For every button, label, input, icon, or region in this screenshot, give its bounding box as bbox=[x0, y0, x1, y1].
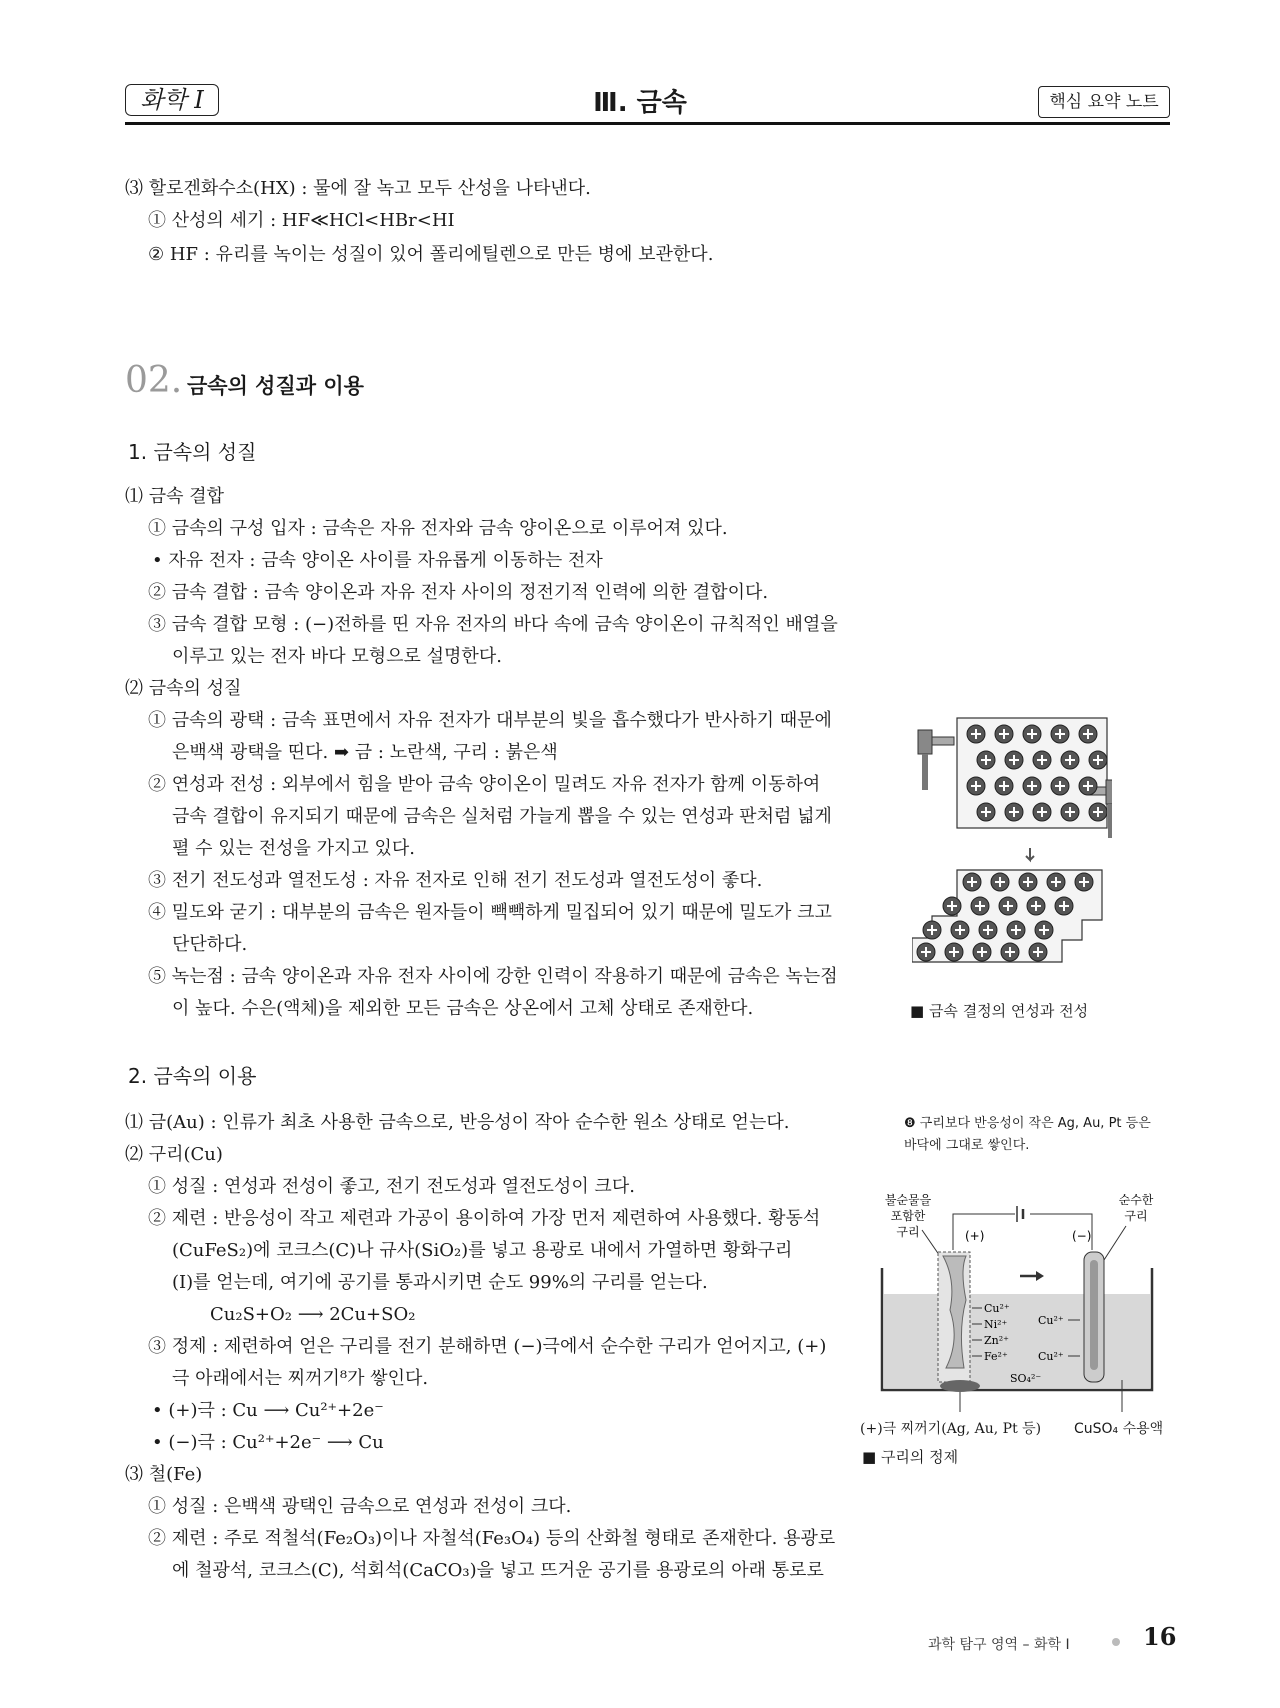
s2-line: 에 철광석, 코크스(C), 석회석(CaCO₃)을 넣고 뜨거운 공기를 용광로의 아래 통로로 bbox=[172, 1560, 824, 1581]
plus-label: (+) bbox=[965, 1229, 985, 1243]
s2-line: 극 아래에서는 찌꺼기⁸가 쌓인다. bbox=[172, 1368, 429, 1389]
s2-line: ⑵ 구리(Cu) bbox=[125, 1144, 223, 1165]
crystal-caption: ■ 금속 결정의 연성과 전성 bbox=[910, 1002, 1089, 1020]
s1-line: 이루고 있는 전자 바다 모형으로 설명한다. bbox=[172, 646, 502, 667]
s2-line: ② 제련 : 반응성이 작고 제련과 가공이 용이하여 가장 먼저 제련하여 사용했다. 황동석 bbox=[148, 1208, 821, 1229]
s2-line: • (−)극 : Cu²⁺+2e⁻ ⟶ Cu bbox=[152, 1432, 384, 1453]
sludge-label: (+)극 찌꺼기(Ag, Au, Pt 등) bbox=[860, 1421, 1042, 1437]
s2-line: (CuFeS₂)에 코크스(C)나 규사(SiO₂)를 넣고 용광로 내에서 가열하면 황화구리 bbox=[172, 1240, 793, 1261]
sulfate-label: SO₄²⁻ bbox=[1010, 1372, 1042, 1385]
s2-line: ⑴ 금(Au) : 인류가 최초 사용한 금속으로, 반응성이 작아 순수한 원소 상태로 얻는다. bbox=[125, 1112, 790, 1133]
hammer-icon bbox=[918, 730, 954, 790]
summary-badge: 핵심 요약 노트 bbox=[1038, 86, 1170, 118]
refining-caption: ■ 구리의 정제 bbox=[862, 1448, 959, 1466]
section-number: 02. bbox=[125, 360, 183, 401]
page-number: 16 bbox=[1143, 1622, 1177, 1651]
s1-line: ② 연성과 전성 : 외부에서 힘을 받아 금속 양이온이 밀려도 자유 전자가 함께 이동하여 bbox=[148, 774, 821, 795]
impure-label: 포함한 bbox=[890, 1209, 926, 1223]
s1-line: ⑴ 금속 결합 bbox=[125, 486, 224, 507]
ion-label: Fe²⁺ bbox=[984, 1350, 1008, 1363]
s2-line: ② 제련 : 주로 적철석(Fe₂O₃)이나 자철석(Fe₃O₄) 등의 산화철 형태로 존재한다. 용광로 bbox=[148, 1528, 836, 1549]
impure-label: 구리 bbox=[896, 1225, 920, 1239]
s1-line: 단단하다. bbox=[172, 934, 248, 955]
sludge-note-1: ❽ 구리보다 반응성이 작은 Ag, Au, Pt 등은 bbox=[904, 1116, 1151, 1131]
s1-line: ① 금속의 광택 : 금속 표면에서 자유 전자가 대부분의 빛을 흡수했다가 반사하기 때문에 bbox=[148, 710, 832, 731]
solution-label: CuSO₄ 수용액 bbox=[1074, 1421, 1164, 1437]
s1-line: 이 높다. 수은(액체)을 제외한 모든 금속은 상온에서 고체 상태로 존재한다. bbox=[172, 998, 754, 1019]
s1-line: 펼 수 있는 전성을 가지고 있다. bbox=[172, 838, 415, 859]
section-title: 금속의 성질과 이용 bbox=[187, 374, 364, 398]
s2-equation: Cu₂S+O₂ ⟶ 2Cu+SO₂ bbox=[210, 1304, 416, 1325]
metal-crystal-figure bbox=[912, 710, 1112, 980]
s1-line: • 자유 전자 : 금속 양이온 사이를 자유롭게 이동하는 전자 bbox=[152, 550, 603, 571]
copper-refining-figure bbox=[860, 1190, 1170, 1430]
impure-label: 불순물을 bbox=[884, 1193, 932, 1207]
s2-line: ① 성질 : 은백색 광택인 금속으로 연성과 전성이 크다. bbox=[148, 1496, 572, 1517]
s1-line: ⑵ 금속의 성질 bbox=[125, 678, 242, 699]
s2-line: (Ⅰ)를 얻는데, 여기에 공기를 통과시키면 순도 99%의 구리를 얻는다. bbox=[172, 1272, 708, 1293]
header-rule bbox=[125, 122, 1170, 125]
s2-line: ⑶ 철(Fe) bbox=[125, 1464, 203, 1485]
s2-line: • (+)극 : Cu ⟶ Cu²⁺+2e⁻ bbox=[152, 1400, 384, 1421]
hx-line-2: ① 산성의 세기 : HF≪HCl<HBr<HI bbox=[148, 210, 455, 231]
s2-line: ③ 정제 : 제련하여 얻은 구리를 전기 분해하면 (−)극에서 순수한 구리가 얻어지고, (+) bbox=[148, 1336, 827, 1357]
ion-label: Ni²⁺ bbox=[984, 1318, 1008, 1331]
hx-line-1: ⑶ 할로겐화수소(HX) : 물에 잘 녹고 모두 산성을 나타낸다. bbox=[125, 178, 591, 199]
ion-label: Zn²⁺ bbox=[984, 1334, 1009, 1347]
hx-line-3: ② HF : 유리를 녹이는 성질이 있어 폴리에틸렌으로 만든 병에 보관한다. bbox=[148, 244, 714, 265]
pure-label: 순수한 bbox=[1118, 1193, 1154, 1207]
footer-dot bbox=[1112, 1638, 1120, 1646]
footer-text: 과학 탐구 영역 – 화학 Ⅰ bbox=[928, 1637, 1070, 1653]
ion-label: Cu²⁺ bbox=[1038, 1350, 1064, 1363]
s1-line: ③ 금속 결합 모형 : (−)전하를 띤 자유 전자의 바다 속에 금속 양이온이 규칙적인 배열을 bbox=[148, 614, 838, 635]
minus-label: (−) bbox=[1072, 1229, 1092, 1243]
subsection-2-title: 2. 금속의 이용 bbox=[128, 1064, 257, 1088]
ion-label: Cu²⁺ bbox=[984, 1302, 1010, 1315]
s1-line: ① 금속의 구성 입자 : 금속은 자유 전자와 금속 양이온으로 이루어져 있다. bbox=[148, 518, 728, 539]
s2-line: ① 성질 : 연성과 전성이 좋고, 전기 전도성과 열전도성이 크다. bbox=[148, 1176, 635, 1197]
chapter-title: Ⅲ. 금속 bbox=[593, 88, 687, 118]
subject-tag: 화학 Ⅰ bbox=[125, 84, 219, 116]
sludge-note-2: 바닥에 그대로 쌓인다. bbox=[904, 1138, 1030, 1153]
s1-line: 금속 결합이 유지되기 때문에 금속은 실처럼 가늘게 뽑을 수 있는 연성과 판처럼 넓게 bbox=[172, 806, 832, 827]
s1-line: ④ 밀도와 굳기 : 대부분의 금속은 원자들이 빽빽하게 밀집되어 있기 때문에 밀도가 크고 bbox=[148, 902, 832, 923]
ion-label: Cu²⁺ bbox=[1038, 1314, 1064, 1327]
pure-label: 구리 bbox=[1124, 1209, 1148, 1223]
s1-line: ③ 전기 전도성과 열전도성 : 자유 전자로 인해 전기 전도성과 열전도성이 좋다. bbox=[148, 870, 763, 891]
subsection-1-title: 1. 금속의 성질 bbox=[128, 440, 257, 464]
s1-line: ⑤ 녹는점 : 금속 양이온과 자유 전자 사이에 강한 인력이 작용하기 때문에 금속은 녹는점 bbox=[148, 966, 838, 987]
s1-line: ② 금속 결합 : 금속 양이온과 자유 전자 사이의 정전기적 인력에 의한 결합이다. bbox=[148, 582, 769, 603]
s1-line: 은백색 광택을 띤다. ➡ 금 : 노란색, 구리 : 붉은색 bbox=[172, 742, 558, 763]
